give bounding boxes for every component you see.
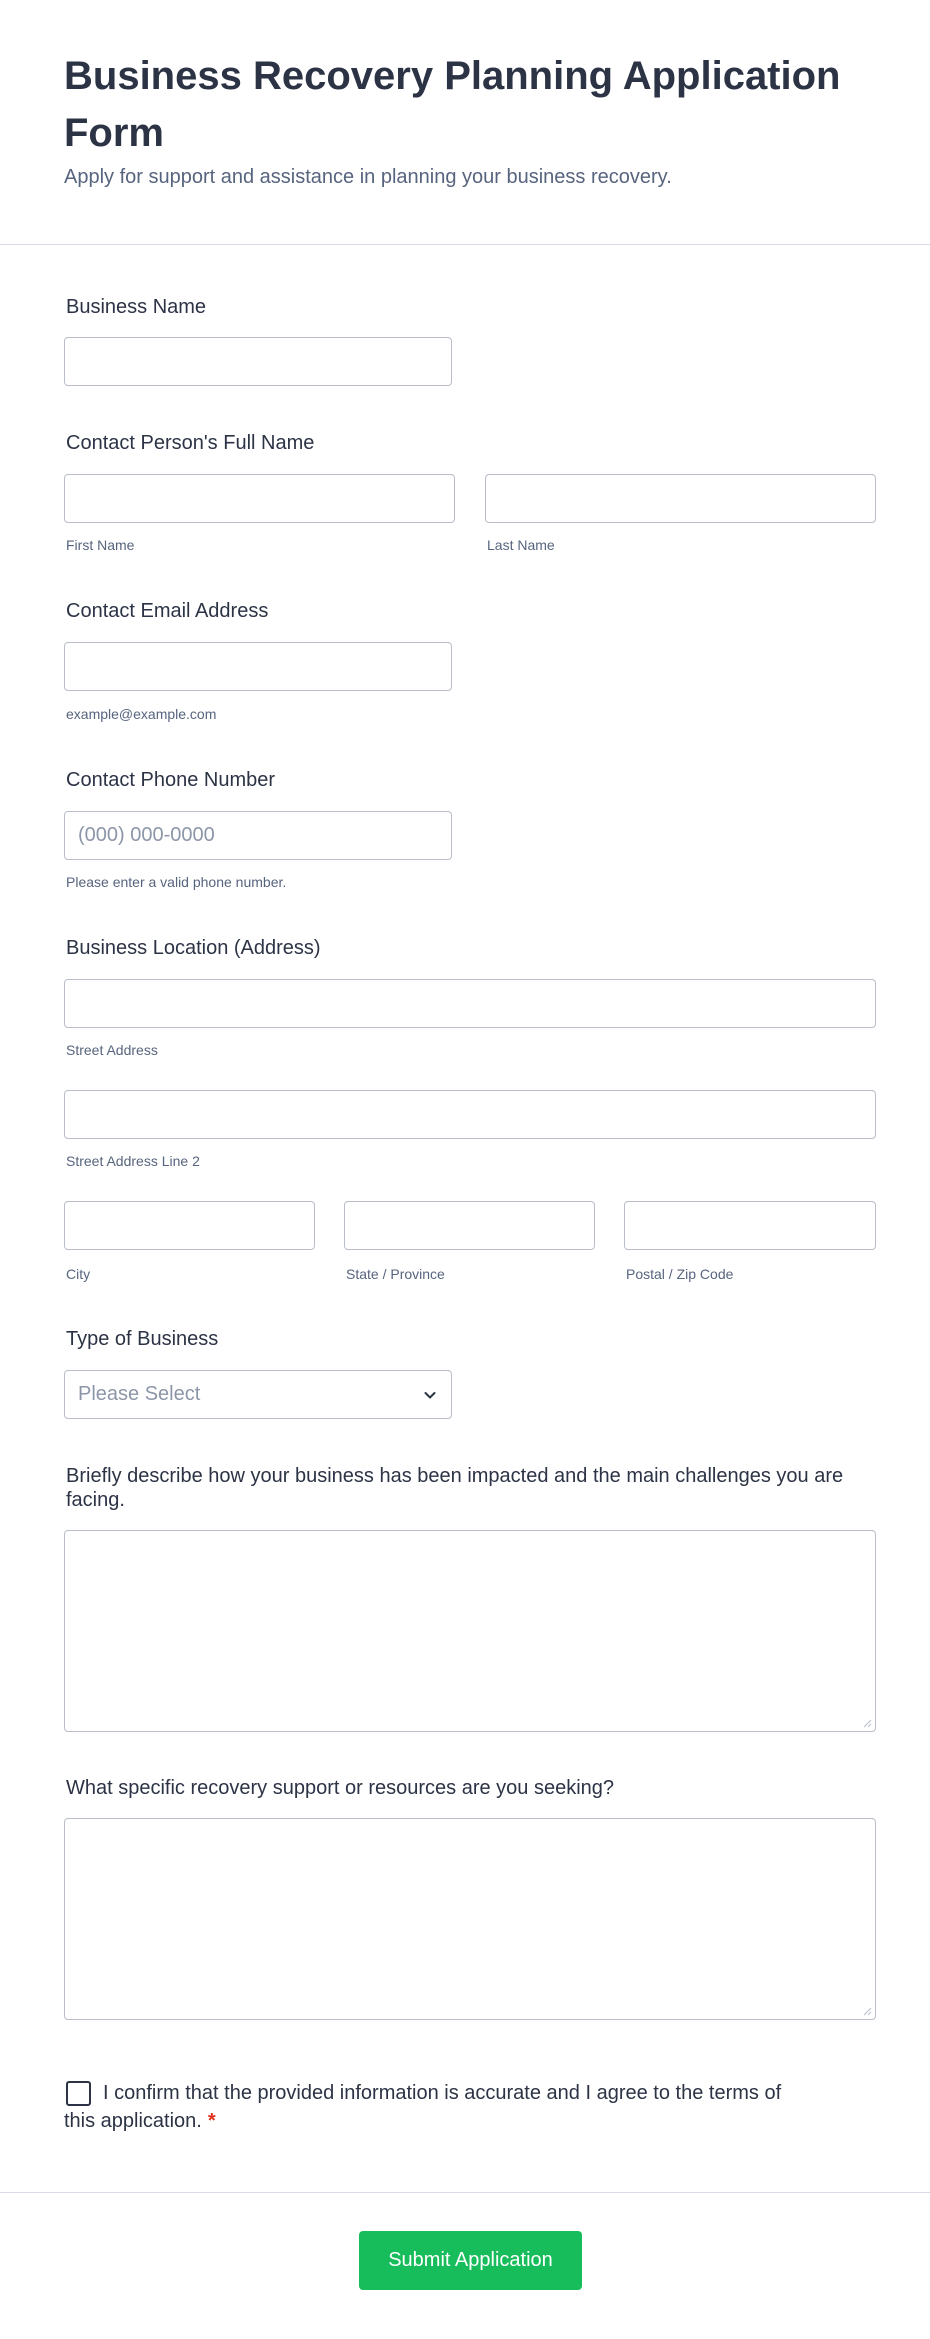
state-sublabel: State / Province <box>346 1266 445 1282</box>
phone-placeholder: (000) 000-0000 <box>78 824 215 846</box>
impact-label: Briefly describe how your business has been impacted and the main challenges you are facing. <box>66 1465 844 1511</box>
phone-input[interactable] <box>64 811 452 860</box>
support-textarea[interactable] <box>64 1818 876 2020</box>
business-name-input[interactable] <box>64 337 452 386</box>
impact-textarea[interactable] <box>64 1530 876 1732</box>
footer-divider <box>0 2192 930 2193</box>
email-sublabel: example@example.com <box>66 706 217 722</box>
business-type-label: Type of Business <box>66 1328 219 1350</box>
contact-name-label: Contact Person's Full Name <box>66 432 315 454</box>
last-name-input[interactable] <box>485 474 876 523</box>
street-address-sublabel: Street Address <box>66 1042 158 1058</box>
support-label: What specific recovery support or resources are you seeking? <box>66 1777 615 1799</box>
phone-sublabel: Please enter a valid phone number. <box>66 874 287 890</box>
resize-grip-icon[interactable] <box>862 1718 872 1728</box>
resize-grip-icon[interactable] <box>862 2006 872 2016</box>
chevron-down-icon <box>422 1387 438 1403</box>
state-input[interactable] <box>344 1201 595 1250</box>
form-header <box>0 0 930 245</box>
street-address-line2-sublabel: Street Address Line 2 <box>66 1153 200 1169</box>
city-input[interactable] <box>64 1201 315 1250</box>
business-type-selected: Please Select <box>78 1383 201 1405</box>
street-address-input[interactable] <box>64 979 876 1028</box>
first-name-sublabel: First Name <box>66 537 135 553</box>
business-type-select[interactable] <box>64 1370 452 1419</box>
page-title: Business Recovery Planning Application Form <box>64 54 841 155</box>
required-asterisk: * <box>207 2110 216 2132</box>
last-name-sublabel: Last Name <box>487 537 555 553</box>
phone-label: Contact Phone Number <box>66 769 276 791</box>
first-name-input[interactable] <box>64 474 455 523</box>
consent-label <box>64 2079 784 2135</box>
city-sublabel: City <box>66 1266 91 1282</box>
business-name-label: Business Name <box>66 296 207 318</box>
email-input[interactable] <box>64 642 452 691</box>
street-address-line2-input[interactable] <box>64 1090 876 1139</box>
email-label: Contact Email Address <box>66 600 269 622</box>
postal-code-input[interactable] <box>624 1201 876 1250</box>
postal-code-sublabel: Postal / Zip Code <box>626 1266 734 1282</box>
page-subtitle: Apply for support and assistance in planning your business recovery. <box>64 166 672 188</box>
submit-button[interactable]: Submit Application <box>359 2231 582 2290</box>
consent-text: I confirm that the provided information is accurate and I agree to the terms of this application. <box>64 2082 782 2132</box>
address-label: Business Location (Address) <box>66 937 321 959</box>
